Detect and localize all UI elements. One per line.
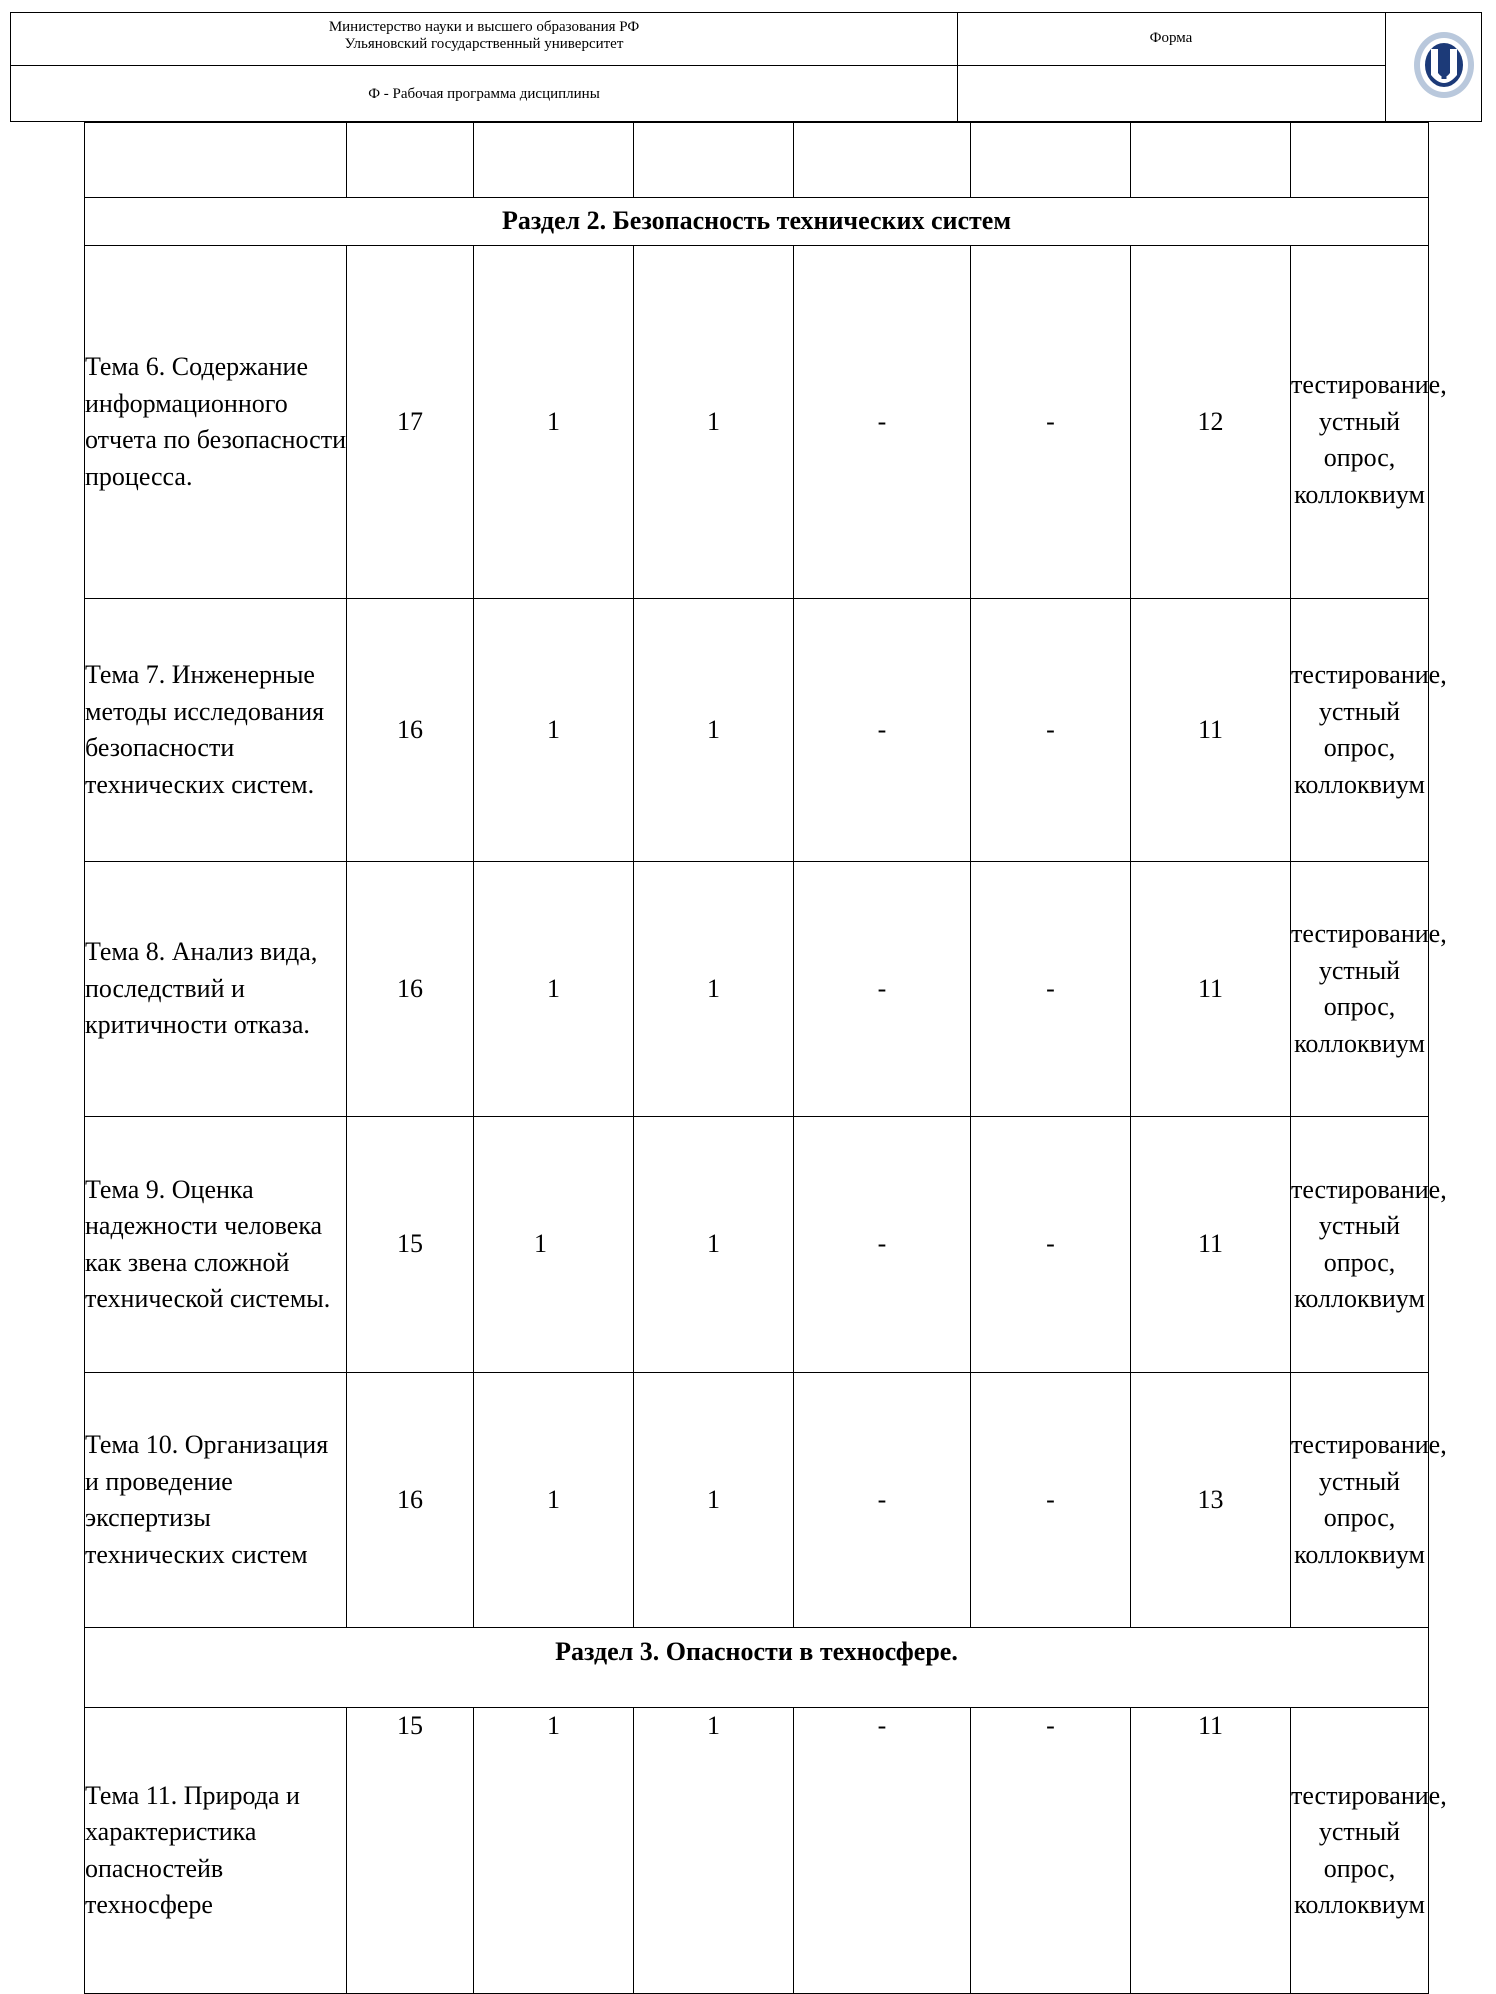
header-divider: [11, 65, 1385, 66]
practice-hours-cell: 1: [634, 599, 794, 862]
lab-hours-cell: -: [794, 599, 971, 862]
total-hours-cell: 15: [347, 1117, 474, 1373]
practice-hours-cell: 1: [634, 1117, 794, 1373]
section-row: [85, 1628, 1429, 1708]
lab-hours-cell: -: [794, 1373, 971, 1628]
header-org: [11, 19, 957, 53]
self-study-hours-cell: 11: [1131, 599, 1291, 862]
self-study-hours-cell: 11: [1131, 1708, 1291, 1994]
discipline-table: [84, 122, 1447, 1994]
total-hours-cell: 16: [347, 599, 474, 862]
table-row: [85, 1117, 1429, 1373]
table-row: [85, 599, 1429, 862]
interactive-hours-cell: -: [971, 862, 1131, 1117]
lecture-hours-cell: 1: [474, 599, 634, 862]
lecture-hours-cell: 1: [474, 246, 634, 599]
control-form-cell: тестирование, устный опрос, коллоквиум: [1291, 862, 1429, 1117]
control-form-cell: тестирование, устный опрос, коллоквиум: [1291, 599, 1429, 862]
table-row: [85, 1373, 1429, 1628]
university-name: Ульяновский государственный университет: [344, 36, 624, 52]
lab-hours-cell: -: [794, 1117, 971, 1373]
form-label: Форма: [1149, 30, 1193, 46]
self-study-hours-cell: 12: [1131, 246, 1291, 599]
total-hours-cell: 16: [347, 862, 474, 1117]
interactive-hours-cell: -: [971, 599, 1131, 862]
document-header: [10, 12, 1482, 122]
table-row: [85, 862, 1429, 1117]
section-title: Раздел 3. Опасности в техносфере.: [85, 1628, 1429, 1708]
total-hours-cell: 16: [347, 1373, 474, 1628]
table-row: [85, 246, 1429, 599]
topic-cell: Тема 6. Содержание информационного отчета по безопасности процесса.: [85, 246, 347, 599]
topic-cell: Тема 10. Организация и проведение экспертизы технических систем: [85, 1373, 347, 1628]
lecture-hours-cell: 1: [474, 1708, 634, 1994]
program-label: Ф - Рабочая программа дисциплины: [368, 86, 600, 102]
lecture-hours-cell: 1: [474, 1373, 634, 1628]
topic-cell: Тема 8. Анализ вида, последствий и критичности отказа.: [85, 862, 347, 1117]
interactive-hours-cell: -: [971, 1117, 1131, 1373]
control-form-cell: тестирование, устный опрос, коллоквиум: [1291, 1117, 1429, 1373]
university-logo: [1411, 27, 1477, 103]
total-hours-cell: 15: [347, 1708, 474, 1994]
practice-hours-cell: 1: [634, 246, 794, 599]
control-form-cell: тестирование, устный опрос, коллоквиум: [1291, 246, 1429, 599]
control-form-cell: тестирование, устный опрос, коллоквиум: [1291, 1708, 1429, 1994]
self-study-hours-cell: 11: [1131, 862, 1291, 1117]
topic-cell: Тема 7. Инженерные методы исследования безопасности технических систем.: [85, 599, 347, 862]
table-row: [85, 1708, 1429, 1994]
lecture-hours-cell: 1: [474, 1117, 634, 1373]
section-row: [85, 198, 1429, 246]
topic-cell: Тема 9. Оценка надежности человека как звена сложной технической системы.: [85, 1117, 347, 1373]
self-study-hours-cell: 13: [1131, 1373, 1291, 1628]
practice-hours-cell: 1: [634, 862, 794, 1117]
empty-row: [85, 123, 1429, 198]
practice-hours-cell: 1: [634, 1708, 794, 1994]
control-form-cell: тестирование, устный опрос, коллоквиум: [1291, 1373, 1429, 1628]
ministry-name: Министерство науки и высшего образования РФ: [328, 19, 640, 35]
self-study-hours-cell: 11: [1131, 1117, 1291, 1373]
interactive-hours-cell: -: [971, 1373, 1131, 1628]
practice-hours-cell: 1: [634, 1373, 794, 1628]
interactive-hours-cell: -: [971, 1708, 1131, 1994]
lab-hours-cell: -: [794, 862, 971, 1117]
header-divider: [1385, 13, 1386, 121]
lab-hours-cell: -: [794, 246, 971, 599]
lab-hours-cell: -: [794, 1708, 971, 1994]
total-hours-cell: 17: [347, 246, 474, 599]
topic-cell: Тема 11. Природа и характеристика опасностейв техносфере: [85, 1708, 347, 1994]
interactive-hours-cell: -: [971, 246, 1131, 599]
lecture-hours-cell: 1: [474, 862, 634, 1117]
section-title: Раздел 2. Безопасность технических систем: [85, 198, 1429, 246]
